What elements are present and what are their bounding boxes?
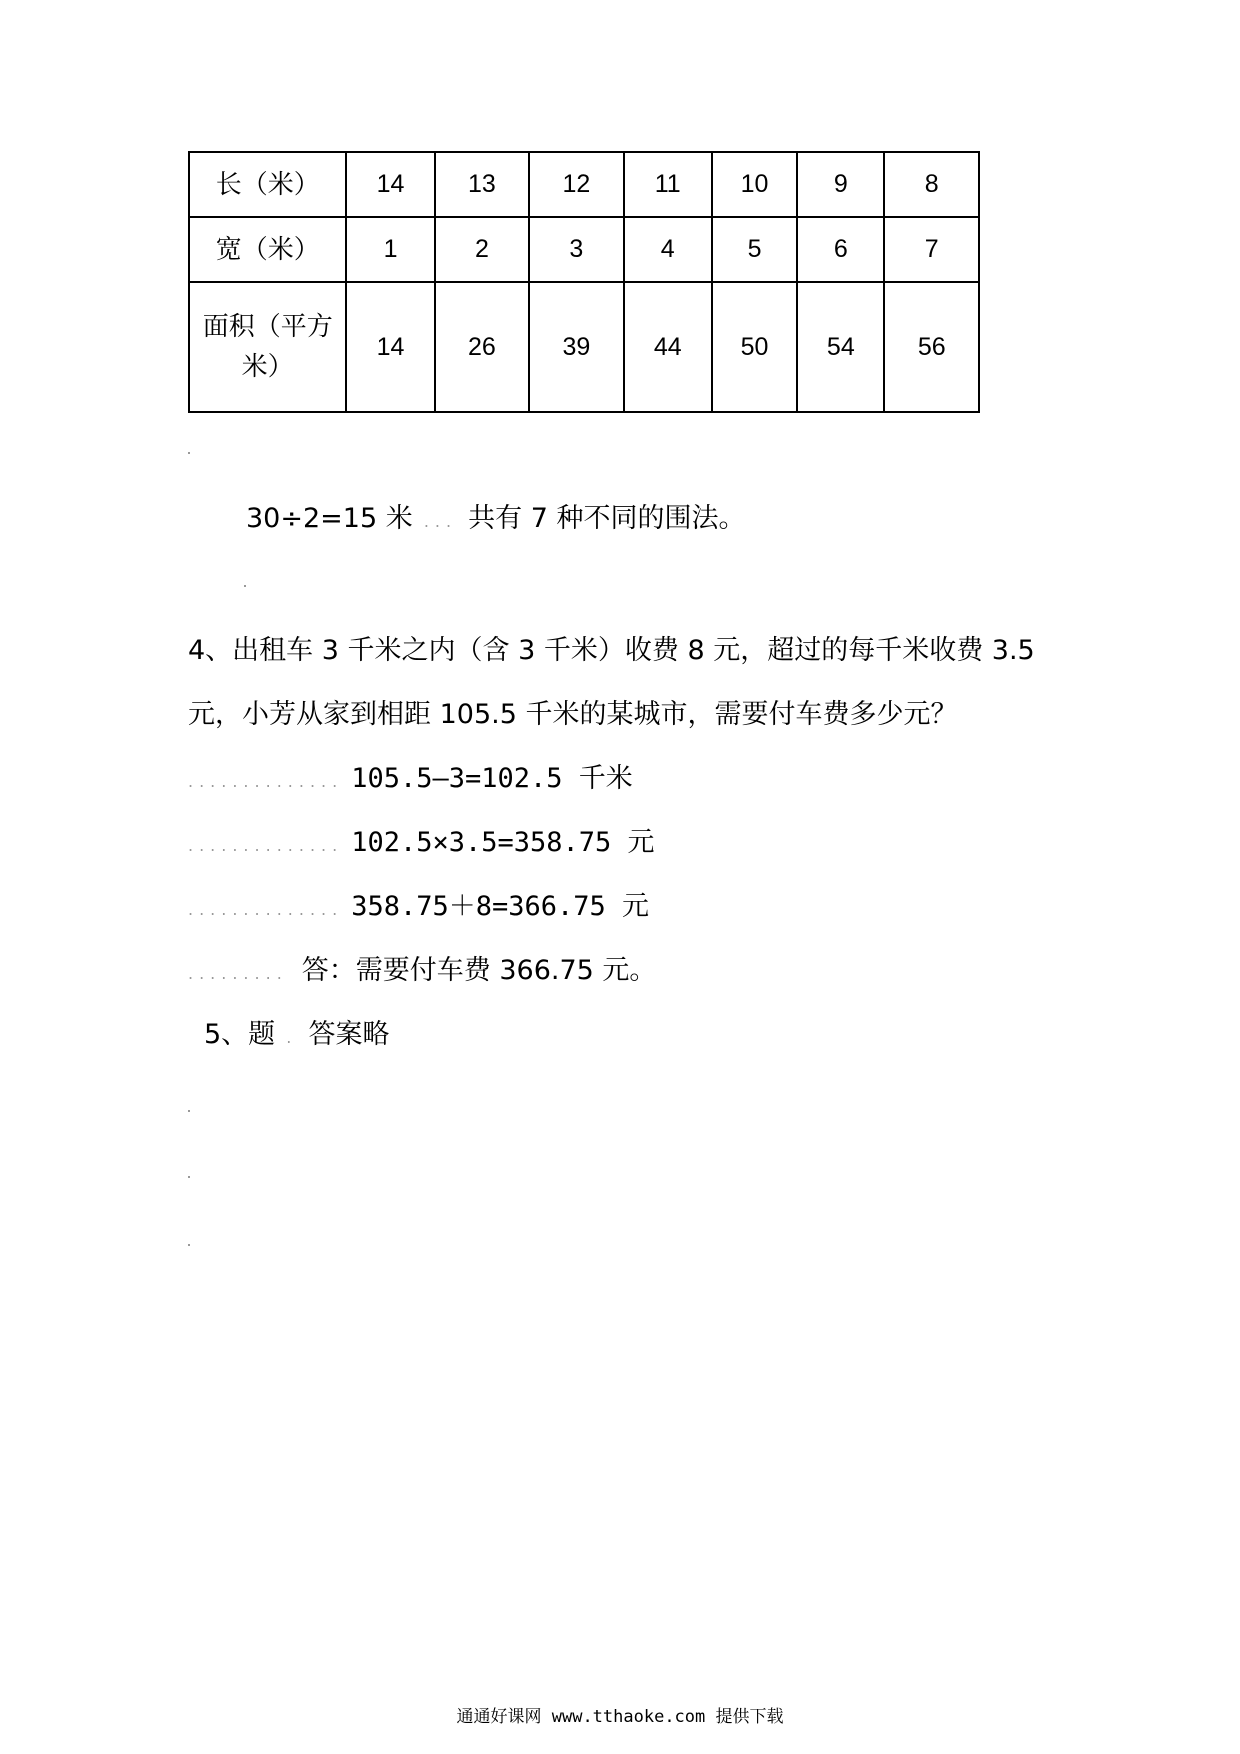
mark	[188, 1176, 190, 1178]
q4-line-2: 元，小芳从家到相距 105.5 千米的某城市，需要付车费多少元？	[188, 699, 958, 730]
table-cell: 6	[797, 217, 884, 282]
table-cell: 12	[529, 152, 623, 217]
mark	[188, 1244, 190, 1246]
table-cell: 9	[797, 152, 884, 217]
row-label-area: 面积（平方米）	[189, 282, 346, 412]
q3-calc: 30÷2=15 米	[246, 503, 413, 534]
table-cell: 11	[624, 152, 712, 217]
table-cell: 14	[346, 152, 434, 217]
mark	[188, 452, 190, 454]
table-row-width	[189, 217, 979, 282]
table-cell: 10	[712, 152, 797, 217]
q4-step-1: .............. 105.5—3=102.5 千米	[188, 763, 633, 794]
table-cell: 56	[884, 282, 979, 412]
table-cell: 50	[712, 282, 797, 412]
table-cell: 39	[529, 282, 623, 412]
q5-line: 5、题 . 答案略	[204, 1019, 390, 1050]
q4-answer: ......... 答：需要付车费 366.75 元。	[188, 955, 657, 986]
table-cell: 13	[435, 152, 529, 217]
rectangle-table	[188, 151, 980, 413]
table-cell: 4	[624, 217, 712, 282]
mark	[244, 585, 246, 587]
table-cell: 54	[797, 282, 884, 412]
q4-step-2: .............. 102.5×3.5=358.75 元	[188, 827, 655, 858]
table-row-area	[189, 282, 979, 412]
table-cell: 5	[712, 217, 797, 282]
q4-line-1: 4、出租车 3 千米之内（含 3 千米）收费 8 元，超过的每千米收费 3.5	[188, 635, 1035, 666]
footer-text: 通通好课网 www.tthaoke.com 提供下载	[456, 1707, 784, 1727]
table-cell: 2	[435, 217, 529, 282]
table-row-length	[189, 152, 979, 217]
row-label-width: 宽（米）	[189, 217, 346, 282]
mark	[188, 1110, 190, 1112]
table-cell: 8	[884, 152, 979, 217]
table-cell: 1	[346, 217, 434, 282]
table-cell: 26	[435, 282, 529, 412]
table-cell: 7	[884, 217, 979, 282]
table-cell: 14	[346, 282, 434, 412]
table-cell: 44	[624, 282, 712, 412]
q3-line: 30÷2=15 米 ... 共有 7 种不同的围法。	[246, 503, 746, 534]
q4-step-3: .............. 358.75＋8=366.75 元	[188, 891, 650, 922]
table-cell: 3	[529, 217, 623, 282]
q3-conclusion: 共有 7 种不同的围法。	[468, 503, 746, 534]
row-label-length: 长（米）	[189, 152, 346, 217]
